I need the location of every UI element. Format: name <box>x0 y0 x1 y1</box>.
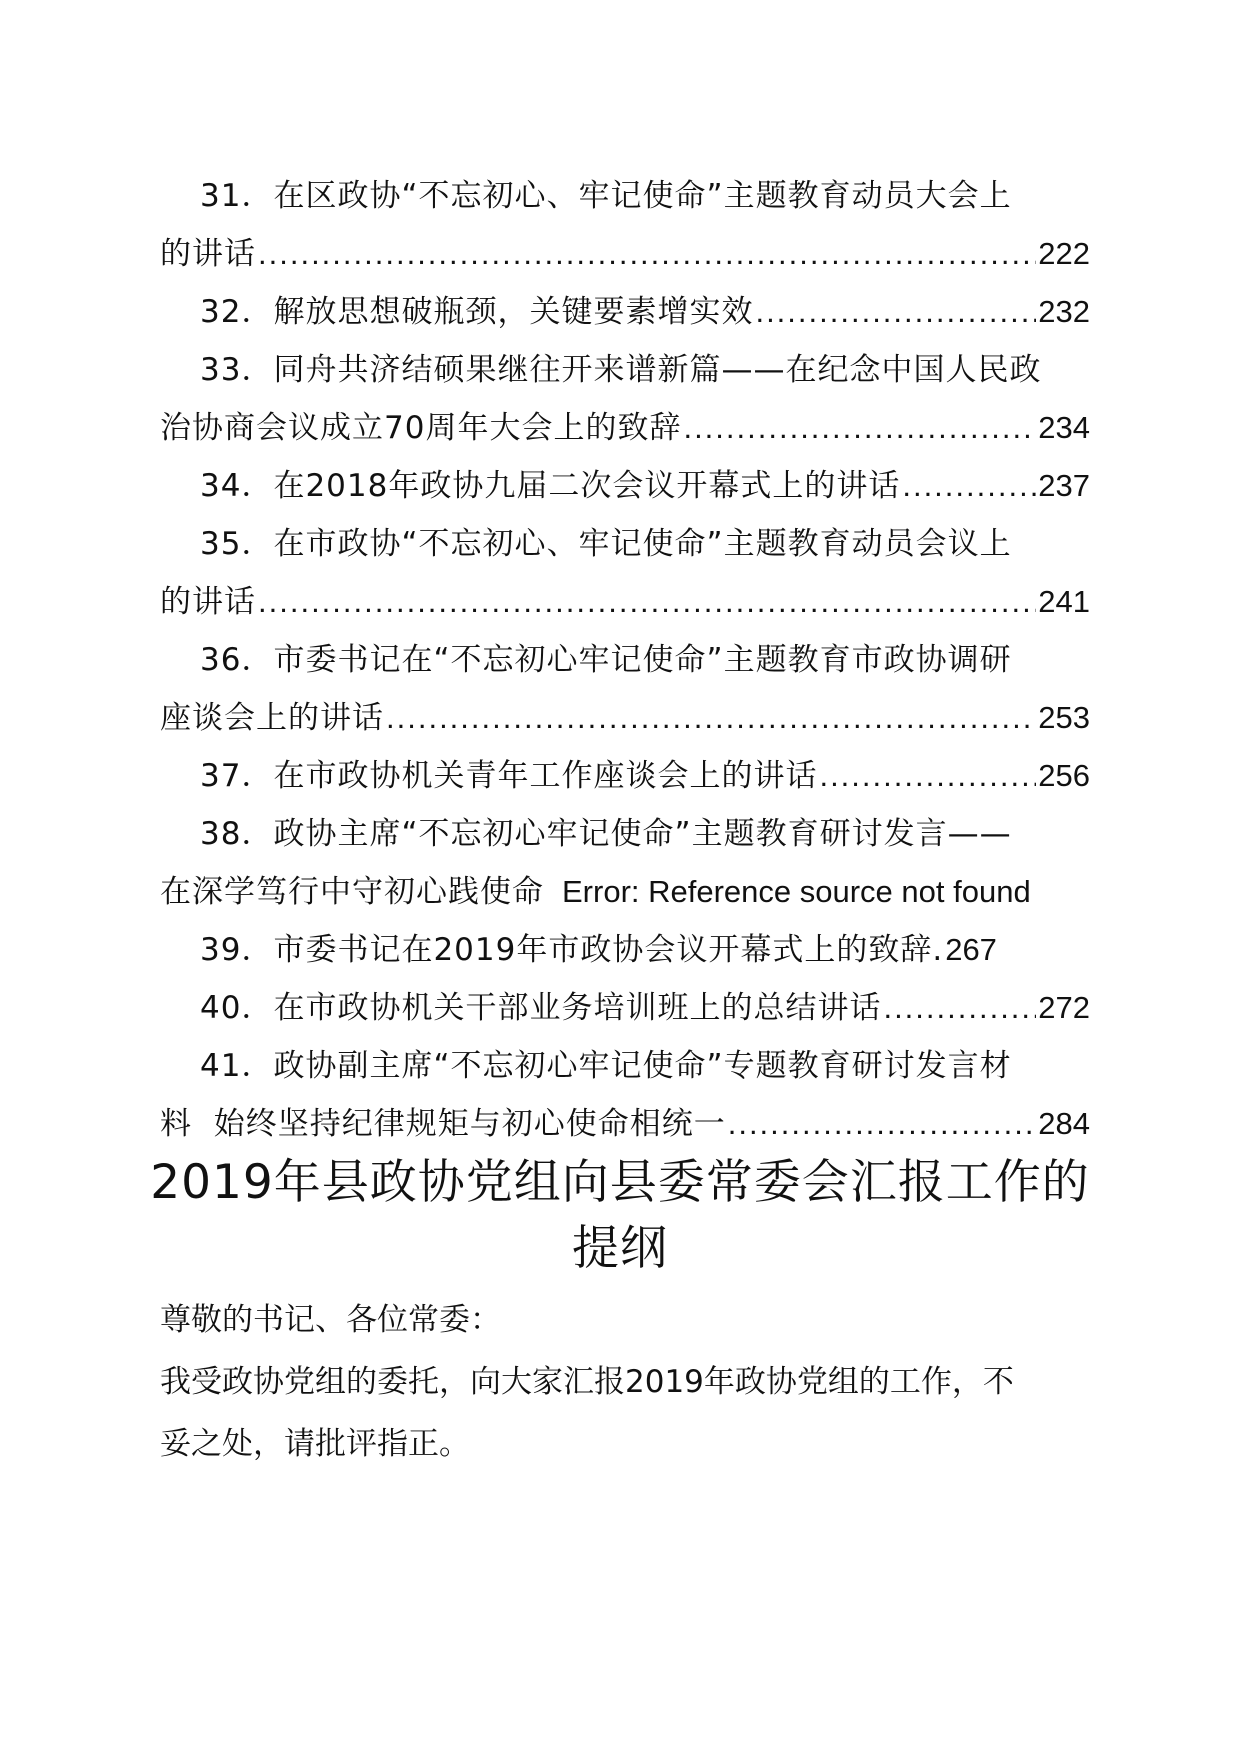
toc-entry-39[interactable] <box>200 922 1090 978</box>
toc-entry-41-line2[interactable] <box>160 1096 1090 1152</box>
salutation: 尊敬的书记、各位常委： <box>160 1302 501 1338</box>
toc-page-number: 256 <box>1038 758 1090 793</box>
toc-page-number: 272 <box>1038 990 1090 1025</box>
toc-entry-33-line1: 33．同舟共济结硕果继往开来谱新篇——在纪念中国人民政 <box>200 352 1042 388</box>
toc-page-number: 267 <box>945 932 997 967</box>
toc-entry-36-line2[interactable] <box>160 690 1090 746</box>
toc-leader-dots <box>728 1096 1037 1152</box>
toc-entry-40[interactable] <box>200 980 1090 1036</box>
toc-page-number: 237 <box>1038 468 1090 503</box>
toc-page-number: 253 <box>1038 700 1090 735</box>
toc-entry-text: 料 始终坚持纪律规矩与初心使命相统一 <box>160 1106 726 1142</box>
toc-entry-38-line2[interactable] <box>160 864 1090 920</box>
toc-entry-41-line1: 41．政协副主席“不忘初心牢记使命”专题教育研讨发言材 <box>200 1048 1012 1084</box>
toc-entry-36-line1: 36．市委书记在“不忘初心牢记使命”主题教育市政协调研 <box>200 642 1012 678</box>
toc-entry-38-line1: 38．政协主席“不忘初心牢记使命”主题教育研讨发言—— <box>200 816 1012 852</box>
toc-entry-35-line2[interactable] <box>160 574 1090 630</box>
toc-page-number: 222 <box>1038 236 1090 271</box>
toc-page-number: 232 <box>1038 294 1090 329</box>
toc-page-number: 234 <box>1038 410 1090 445</box>
toc-error-message: Error: Reference source not found <box>562 874 1031 909</box>
toc-entry-text: 的讲话 <box>160 584 256 620</box>
toc-leader-dots <box>819 748 1036 804</box>
toc-entry-text: 37．在市政协机关青年工作座谈会上的讲话 <box>200 758 818 794</box>
toc-entry-33-line2[interactable] <box>160 400 1090 456</box>
toc-leader-dots <box>258 574 1036 630</box>
toc-entry-text: 32．解放思想破瓶颈，关键要素增实效 <box>200 294 754 330</box>
toc-entry-text: 34．在2018年政协九届二次会议开幕式上的讲话 <box>200 468 901 504</box>
toc-entry-37[interactable] <box>200 748 1090 804</box>
toc-entry-text: 座谈会上的讲话 <box>160 700 384 736</box>
document-title-line2: 提纲 <box>572 1221 668 1276</box>
toc-leader-dots <box>755 284 1036 340</box>
body-paragraph-line1: 我受政协党组的委托，向大家汇报2019年政协党组的工作，不 <box>160 1364 1014 1400</box>
toc-entry-text: 在深学笃行中守初心践使命 <box>160 874 544 910</box>
toc-entry-text: 40．在市政协机关干部业务培训班上的总结讲话 <box>200 990 882 1026</box>
toc-entry-31-line1: 31．在区政协“不忘初心、牢记使命”主题教育动员大会上 <box>200 178 1012 214</box>
toc-leader-dots <box>902 458 1036 514</box>
toc-leader-dots <box>683 400 1036 456</box>
document-title-line1: 2019年县政协党组向县委常委会汇报工作的 <box>150 1155 1090 1210</box>
toc-page-number: 284 <box>1038 1106 1090 1141</box>
toc-leader-dots <box>386 690 1036 746</box>
toc-leader-dots <box>258 226 1036 282</box>
toc-entry-text: 的讲话 <box>160 236 256 272</box>
toc-leader-dots <box>883 980 1036 1036</box>
toc-entry-34[interactable] <box>200 458 1090 514</box>
toc-entry-text: 39．市委书记在2019年市政协会议开幕式上的致辞. <box>200 932 944 968</box>
toc-entry-32[interactable] <box>200 284 1090 340</box>
toc-entry-text: 治协商会议成立70周年大会上的致辞 <box>160 410 682 446</box>
toc-entry-31-line2[interactable] <box>160 226 1090 282</box>
body-paragraph-line2: 妥之处，请批评指正。 <box>160 1426 470 1462</box>
toc-page-number: 241 <box>1038 584 1090 619</box>
toc-entry-35-line1: 35．在市政协“不忘初心、牢记使命”主题教育动员会议上 <box>200 526 1012 562</box>
